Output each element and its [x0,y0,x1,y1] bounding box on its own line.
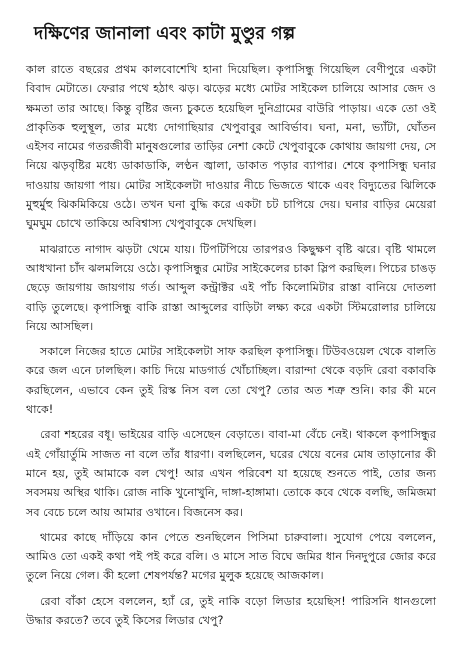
paragraph-5: থামের কাছে দাঁড়িয়ে কান পেতে শুনছিলেন পিসিমা চারুবালা। সুযোগ পেয়ে বললেন, আমিও তো একই কথা পই পই করে বলি। ও মাসে সাত বিঘে জমির ধান দিনদুপুরে জোর করে তুলে নিয়ে গেল। কী হলো শেষপর্যন্ত? মগের মুলুক হয়েছে আজকাল। [26,530,436,583]
paragraph-4: রেবা শহরের বধূ। ভাইয়ের বাড়ি এসেছেন বেড়াতে। বাবা-মা বেঁচে নেই। থাকলে কৃপাসিন্ধুর এই গোঁয়ার্তুমি সাজত না বলে তাঁর ধারণা। বলছিলেন, ঘরের খেয়ে বনের মোষ তাড়ানোর কী মানে হয়, তুই আমাকে বল খেপু! আর এখন পরিবেশ যা হয়েছে শুনতে পাই, তোর জন্য সবসময় অস্থির থাকি। রোজ নাকি খুনোখুনি, দাঙ্গা-হাঙ্গামা। তোকে কবে থেকে বলছি, জমিজমা সব বেচে চলে আয় আমার ওখানে। বিজনেস কর। [26,428,436,519]
paragraph-6: রেবা বাঁকা হেসে বললেন, হ্যাঁ রে, তুই নাকি বড়ো লিডার হয়েছিস! পারিসনি ধানগুলো উদ্ধার করতে? তবে তুই কিসের লিডার খেপু? [26,594,436,628]
paragraph-2: মাঝরাতে নাগাদ ঝড়টা থেমে যায়। টিপটিপিয়ে তারপরও কিছুক্ষণ বৃষ্টি ঝরে। বৃষ্টি থামলে আধখানা চাঁদ ঝলমলিয়ে ওঠে। কৃপাসিন্ধুর মোটর সাইকেলের চাকা স্লিপ করছিল। পিচের চাঙড় ছেড়ে জায়গায় জায়গায় গর্ত। আব্দুল কন্ট্রাক্টর এই পাঁচ কিলোমিটার রাস্তা বানিয়ে দোতলা বাড়ি তুলেছে। কৃপাসিন্ধু বাকি রাস্তা আব্দুলের বাড়িটা লক্ষ্য করে একটা স্টিমরোলার চালিয়ে নিয়ে আসছিল। [26,242,436,333]
story-title: দক্ষিণের জানালা এবং কাটা মুণ্ডুর গল্প [34,24,296,44]
paragraph-3: সকালে নিজের হাতে মোটর সাইকেলটা সাফ করছিল কৃপাসিন্ধু। টিউবওয়েল থেকে বালতি করে জল এনে ঢালছিল। কাচি দিয়ে মাডগার্ড খোঁচাচ্ছিল। বারান্দা থেকে বড়দি রেবা বকাবকি করছিলেন, এভাবে কেন তুই রিস্ক নিস বল তো খেপু? তোর অত শত্রু শুনি। কার কী মনে থাকে! [26,345,436,417]
paragraph-1: কাল রাতে বছরের প্রথম কালবোশেখি হানা দিয়েছিল। কৃপাসিন্ধু গিয়েছিল বেণীপুরে একটা বিবাদ মেটাতে। ফেরার পথে হঠাৎ ঝড়। ঝড়ের মধ্যে মোটর সাইকেল চালিয়ে আসার জেদ ও ক্ষমতা তার আছে। কিন্তু বৃষ্টির জন্য চুকতে হয়েছিল দুনিগ্রামের বাউরি পাড়ায়। একে তো ওই প্রাকৃতিক হুলুস্থূল, তার মধ্যে দোগাছিয়ার খেপুবাবুর আবির্ভাব। ঘনা, মনা, ভ্যাঁটা, ঘোঁতন এইসব নামের গতরজীবী মানুষগুলোর তাড়ির নেশা কেটে খেপুবাবুকে কোথায় জায়গা দেয়, সে নিয়ে ঝড়বৃষ্টির মধ্যে ডাকাডাকি, লণ্ঠন জ্বালা, ডাকাত পড়ার ব্যাপার। শেষে কৃপাসিন্ধু ঘনার দাওয়ায় জায়গা পায়। মোটর সাইকেলটা দাওয়ার নীচে ভিজতে থাকে এবং বিদ্যুতের ঝিলিকে মুহুর্মুহু ঝিকমিকিয়ে ওঠে। তখন ঘনা বুদ্ধি করে একটা চট চাপিয়ে দেয়। ঘনার বাড়ির মেয়েরা ঘুমঘুম চোখে তাকিয়ে অবিশ্বাস্য খেপুবাবুকে দেখছিল। [26,63,436,231]
